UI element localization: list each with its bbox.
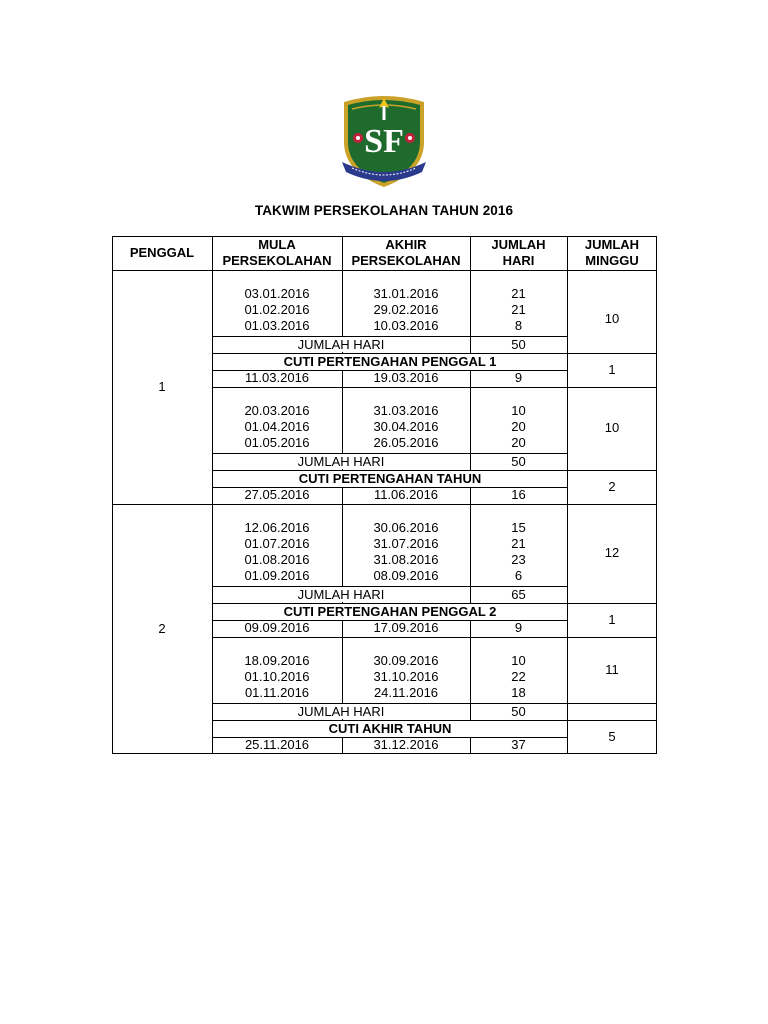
penggal-2: 2: [158, 621, 166, 636]
row-hari: 37: [511, 737, 526, 752]
minggu-value: 10: [604, 420, 620, 435]
row-akhir: 31.10.2016: [373, 669, 439, 684]
row-mula: 03.01.2016: [244, 286, 310, 301]
row-mula: 01.03.2016: [244, 318, 310, 333]
break-label: CUTI AKHIR TAHUN: [328, 721, 452, 736]
row-mula: 11.03.2016: [244, 370, 310, 385]
total-label: JUMLAH HARI: [297, 454, 385, 469]
row-akhir: 31.12.2016: [373, 737, 439, 752]
row-mula: 25.11.2016: [244, 737, 310, 752]
row-hari: 16: [511, 487, 526, 502]
row-hari: 23: [511, 552, 526, 567]
minggu-value: 10: [604, 311, 620, 326]
minggu-value: 12: [604, 545, 620, 560]
row-mula: 01.10.2016: [244, 669, 310, 684]
minggu-value: 1: [608, 612, 616, 627]
penggal-1: 1: [158, 379, 166, 394]
row-mula: 20.03.2016: [244, 403, 310, 418]
minggu-value: 5: [608, 729, 616, 744]
row-mula: 01.09.2016: [244, 568, 310, 583]
row-akhir: 30.06.2016: [373, 520, 439, 535]
row-hari: 21: [511, 286, 526, 301]
document-title: TAKWIM PERSEKOLAHAN TAHUN 2016: [254, 203, 514, 218]
row-akhir: 10.03.2016: [373, 318, 439, 333]
row-hari: 22: [511, 669, 526, 684]
row-hari: 10: [511, 403, 526, 418]
minggu-value: 2: [608, 479, 616, 494]
row-akhir: 30.09.2016: [373, 653, 439, 668]
total-value: 65: [511, 587, 526, 602]
row-akhir: 31.08.2016: [373, 552, 439, 567]
row-akhir: 08.09.2016: [373, 568, 439, 583]
total-label: JUMLAH HARI: [297, 587, 385, 602]
row-mula: 09.09.2016: [244, 620, 310, 635]
row-akhir: 31.01.2016: [373, 286, 439, 301]
row-akhir: 31.03.2016: [373, 403, 439, 418]
total-value: 50: [511, 337, 526, 352]
row-hari: 10: [511, 653, 526, 668]
row-akhir: 26.05.2016: [373, 435, 439, 450]
break-label: CUTI PERTENGAHAN TAHUN: [298, 471, 482, 486]
row-akhir: 17.09.2016: [373, 620, 439, 635]
row-hari: 21: [511, 302, 526, 317]
minggu-value: 1: [608, 362, 616, 377]
row-hari: 21: [511, 536, 526, 551]
minggu-value: 11: [605, 662, 619, 677]
header-penggal: PENGGAL: [129, 245, 195, 260]
row-hari: 9: [514, 620, 523, 635]
break-label: CUTI PERTENGAHAN PENGGAL 2: [283, 604, 497, 619]
calendar-table: [112, 236, 657, 754]
row-mula: 12.06.2016: [244, 520, 310, 535]
row-mula: 01.08.2016: [244, 552, 310, 567]
row-hari: 6: [514, 568, 523, 583]
row-akhir: 11.06.2016: [373, 487, 439, 502]
header-akhir: AKHIR PERSEKOLAHAN: [351, 237, 461, 268]
row-mula: 27.05.2016: [244, 487, 310, 502]
total-label: JUMLAH HARI: [297, 337, 385, 352]
row-akhir: 31.07.2016: [373, 536, 439, 551]
total-label: JUMLAH HARI: [297, 704, 385, 719]
header-jumlah-minggu: JUMLAH MINGGU: [584, 237, 640, 268]
row-akhir: 24.11.2016: [373, 685, 439, 700]
row-akhir: 29.02.2016: [373, 302, 439, 317]
row-mula: 01.05.2016: [244, 435, 310, 450]
row-mula: 01.11.2016: [244, 685, 310, 700]
row-hari: 20: [511, 435, 526, 450]
svg-text:SF: SF: [364, 123, 404, 160]
row-mula: 01.07.2016: [244, 536, 310, 551]
break-label: CUTI PERTENGAHAN PENGGAL 1: [283, 354, 497, 369]
row-akhir: 19.03.2016: [373, 370, 439, 385]
row-hari: 8: [514, 318, 523, 333]
row-mula: 01.04.2016: [244, 419, 310, 434]
header-jumlah-hari: JUMLAH HARI: [491, 237, 546, 268]
header-mula: MULA PERSEKOLAHAN: [222, 237, 332, 268]
row-hari: 15: [511, 520, 526, 535]
row-mula: 01.02.2016: [244, 302, 310, 317]
total-value: 50: [511, 704, 526, 719]
school-crest-icon: [338, 92, 430, 188]
row-hari: 18: [511, 685, 526, 700]
total-value: 50: [511, 454, 526, 469]
row-hari: 20: [511, 419, 526, 434]
row-akhir: 30.04.2016: [373, 419, 439, 434]
row-mula: 18.09.2016: [244, 653, 310, 668]
row-hari: 9: [514, 370, 523, 385]
